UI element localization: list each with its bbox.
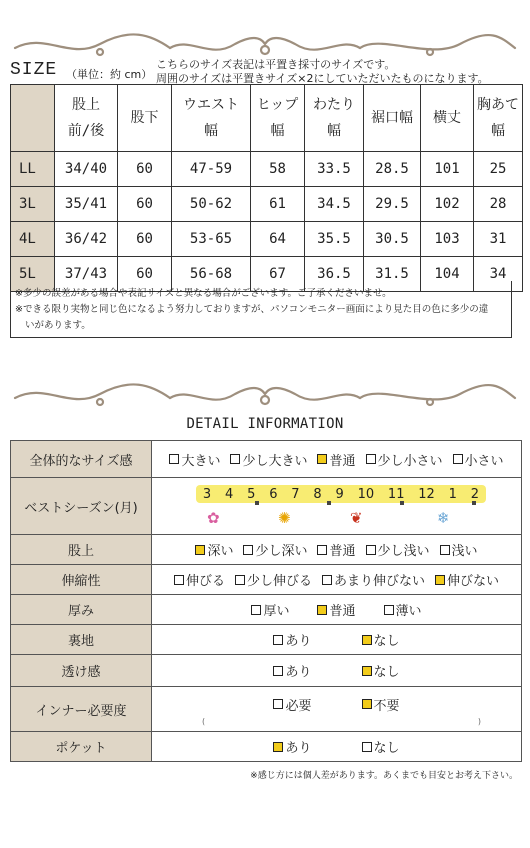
empty-box-icon — [251, 605, 261, 615]
checked-box-icon — [317, 605, 327, 615]
detail-options — [152, 535, 522, 565]
month-label: 2 — [470, 486, 480, 502]
empty-box-icon — [440, 545, 450, 555]
option-item — [317, 450, 355, 469]
option-item — [174, 570, 225, 589]
table-cell: 34 — [474, 257, 523, 292]
option-item — [366, 450, 443, 469]
detail-options — [152, 687, 522, 732]
table-row — [11, 222, 523, 257]
header-cell: わたり 幅 — [305, 85, 364, 152]
option-item — [235, 570, 312, 589]
option-label: 普通 — [329, 604, 356, 619]
option-item — [435, 570, 499, 589]
month-label: 9 — [335, 486, 344, 502]
detail-options — [152, 625, 522, 655]
size-label: LL — [11, 152, 55, 187]
empty-box-icon — [273, 635, 283, 645]
option-item — [273, 661, 311, 680]
option-item — [440, 540, 478, 559]
table-cell: 61 — [251, 187, 305, 222]
table-cell: 35/41 — [55, 187, 118, 222]
option-label: 必要 — [285, 698, 312, 714]
size-footnotes — [10, 281, 512, 338]
footnote-1: ※多少の誤差がある場合や表記サイズと異なる場合がございます。ご了承くださいませ。 — [15, 288, 392, 299]
table-cell: 28.5 — [364, 152, 421, 187]
detail-options — [152, 595, 522, 625]
detail-label: 透け感 — [11, 655, 152, 687]
detail-label: 裏地 — [11, 625, 152, 655]
option-item — [195, 540, 233, 559]
month-label: 11 — [387, 486, 405, 502]
size-label: 4L — [11, 222, 55, 257]
checked-box-icon — [362, 635, 372, 645]
table-cell: 33.5 — [305, 152, 364, 187]
empty-box-icon — [273, 666, 283, 676]
table-cell: 34.5 — [305, 187, 364, 222]
table-cell: 56-68 — [172, 257, 251, 292]
month-label: 4 — [225, 486, 234, 502]
size-label: 3L — [11, 187, 55, 222]
snowflake-icon: ❄ — [437, 509, 450, 527]
detail-label: 股上 — [11, 535, 152, 565]
option-label: 薄い — [395, 604, 422, 619]
option-label: 厚い — [263, 604, 290, 619]
detail-label: インナー必要度 — [11, 687, 152, 732]
month-label: 1 — [448, 486, 457, 502]
size-unit: （単位：約 cm） — [66, 68, 153, 81]
month-label: 5 — [247, 486, 256, 502]
maple-leaf-icon: ❦ — [350, 509, 363, 527]
table-cell: 50-62 — [172, 187, 251, 222]
option-item — [317, 600, 355, 619]
option-item — [273, 695, 311, 714]
option-label: 伸びる — [185, 574, 225, 589]
empty-box-icon — [453, 454, 463, 464]
table-cell: 64 — [251, 222, 305, 257]
option-label: あり — [285, 665, 312, 680]
option-item — [362, 695, 400, 714]
detail-row-pocket — [11, 732, 522, 762]
option-label: 少し小さい — [377, 453, 443, 469]
option-item — [362, 661, 400, 680]
empty-box-icon — [273, 699, 283, 709]
detail-label: 厚み — [11, 595, 152, 625]
table-cell: 101 — [421, 152, 474, 187]
size-table — [10, 84, 523, 292]
option-item — [362, 737, 400, 756]
table-row — [11, 152, 523, 187]
empty-box-icon — [322, 575, 332, 585]
option-item — [366, 540, 430, 559]
month-separator — [472, 501, 476, 505]
detail-row-thickness — [11, 595, 522, 625]
option-label: 大きい — [181, 453, 221, 469]
option-label: あまり伸びない — [334, 574, 426, 589]
option-label: 浅い — [451, 544, 478, 559]
checked-box-icon — [435, 575, 445, 585]
option-label: あり — [285, 741, 312, 756]
option-label: 少し深い — [255, 544, 308, 559]
option-item — [317, 540, 355, 559]
detail-options — [152, 441, 522, 478]
empty-box-icon — [169, 454, 179, 464]
option-label: あり — [285, 634, 312, 649]
option-item — [453, 450, 504, 469]
table-cell: 47-59 — [172, 152, 251, 187]
header-cell: 横丈 — [421, 85, 474, 152]
table-cell: 36.5 — [305, 257, 364, 292]
season-cell — [152, 478, 522, 535]
month-label: 8 — [313, 486, 322, 502]
size-label: 5L — [11, 257, 55, 292]
detail-row-stretch — [11, 565, 522, 595]
table-cell: 60 — [118, 222, 172, 257]
checked-box-icon — [362, 666, 372, 676]
option-label: なし — [373, 665, 400, 680]
table-row — [11, 187, 523, 222]
table-cell: 31 — [474, 222, 523, 257]
table-cell: 31.5 — [364, 257, 421, 292]
header-cell: 股上 前/後 — [55, 85, 118, 152]
header-cell: 股下 — [118, 85, 172, 152]
detail-row-inner — [11, 687, 522, 732]
option-label: なし — [373, 634, 400, 649]
table-cell: 60 — [118, 187, 172, 222]
paren-left: ( — [202, 717, 206, 726]
month-separator — [400, 501, 404, 505]
month-bar — [196, 485, 486, 503]
month-label: 3 — [202, 486, 212, 502]
size-note-2: 周囲のサイズは平置きサイズ×2にしていただいたものになります。 — [156, 72, 489, 85]
option-item — [243, 540, 307, 559]
detail-label: ベストシーズン(月) — [11, 478, 152, 535]
table-cell: 37/43 — [55, 257, 118, 292]
checked-box-icon — [273, 742, 283, 752]
option-label: 少し伸びる — [246, 574, 312, 589]
empty-box-icon — [235, 575, 245, 585]
month-label: 7 — [291, 486, 300, 502]
empty-box-icon — [317, 545, 327, 555]
option-label: 不要 — [373, 698, 400, 714]
table-cell: 34/40 — [55, 152, 118, 187]
empty-box-icon — [362, 742, 372, 752]
option-label: 普通 — [329, 453, 356, 469]
detail-options — [152, 732, 522, 762]
option-label: 伸びない — [447, 574, 500, 589]
checked-box-icon — [317, 454, 327, 464]
option-label: 少し大きい — [242, 453, 308, 469]
month-separator — [327, 501, 331, 505]
empty-box-icon — [366, 454, 376, 464]
table-cell: 103 — [421, 222, 474, 257]
season-display — [152, 478, 521, 534]
table-cell: 30.5 — [364, 222, 421, 257]
checked-box-icon — [362, 699, 372, 709]
option-item — [384, 600, 422, 619]
option-label: 深い — [207, 544, 234, 559]
empty-box-icon — [174, 575, 184, 585]
table-cell: 60 — [118, 152, 172, 187]
header-cell: ウエスト 幅 — [172, 85, 251, 152]
month-label: 6 — [269, 486, 278, 502]
empty-box-icon — [366, 545, 376, 555]
option-label: 普通 — [329, 544, 356, 559]
option-item — [362, 630, 400, 649]
sunflower-icon: ✺ — [278, 509, 291, 527]
table-cell: 53-65 — [172, 222, 251, 257]
month-label: 10 — [357, 486, 375, 502]
detail-row-sheer — [11, 655, 522, 687]
option-item — [273, 737, 311, 756]
detail-row-size — [11, 441, 522, 478]
ornament-divider-bottom — [10, 380, 520, 410]
table-cell: 67 — [251, 257, 305, 292]
paren-right: ) — [477, 717, 481, 726]
empty-box-icon — [243, 545, 253, 555]
detail-footnote: ※感じ方には個人差があります。あくまでも目安とお考え下さい。 — [250, 771, 518, 781]
detail-label: 伸縮性 — [11, 565, 152, 595]
option-item — [322, 570, 425, 589]
table-cell: 58 — [251, 152, 305, 187]
header-cell: ヒップ 幅 — [251, 85, 305, 152]
detail-options — [152, 655, 522, 687]
table-cell: 29.5 — [364, 187, 421, 222]
header-cell: 胸あて 幅 — [474, 85, 523, 152]
detail-label: ポケット — [11, 732, 152, 762]
detail-row-lining — [11, 625, 522, 655]
table-cell: 102 — [421, 187, 474, 222]
table-cell: 25 — [474, 152, 523, 187]
option-item — [230, 450, 307, 469]
flower-icon: ✿ — [207, 509, 220, 527]
month-separator — [255, 501, 259, 505]
table-cell: 28 — [474, 187, 523, 222]
option-item — [251, 600, 289, 619]
size-header — [10, 56, 522, 84]
size-note-1: こちらのサイズ表記は平置き採寸のサイズです。 — [156, 58, 396, 71]
size-table-corner — [11, 85, 55, 152]
footnote-2: ※できる限り実物と同じ色になるよう努力しておりますが、パソコンモニター画面により見た目の色に多少の違 — [15, 304, 489, 315]
detail-title: DETAIL INFORMATION — [186, 416, 344, 432]
option-label: なし — [373, 741, 400, 756]
option-item — [273, 630, 311, 649]
detail-table — [10, 440, 522, 762]
table-cell: 104 — [421, 257, 474, 292]
size-title: SIZE — [10, 60, 58, 80]
option-label: 小さい — [464, 453, 504, 469]
footnote-3: いがあります。 — [25, 320, 91, 331]
empty-box-icon — [230, 454, 240, 464]
checked-box-icon — [195, 545, 205, 555]
detail-options — [152, 565, 522, 595]
table-cell: 35.5 — [305, 222, 364, 257]
detail-row-rise — [11, 535, 522, 565]
size-table-header — [11, 85, 523, 152]
month-label: 12 — [418, 486, 435, 502]
detail-row-season — [11, 478, 522, 535]
detail-label: 全体的なサイズ感 — [11, 441, 152, 478]
table-cell: 36/42 — [55, 222, 118, 257]
option-label: 少し浅い — [377, 544, 430, 559]
table-cell: 60 — [118, 257, 172, 292]
header-cell: 裾口幅 — [364, 85, 421, 152]
empty-box-icon — [384, 605, 394, 615]
option-item — [169, 450, 220, 469]
